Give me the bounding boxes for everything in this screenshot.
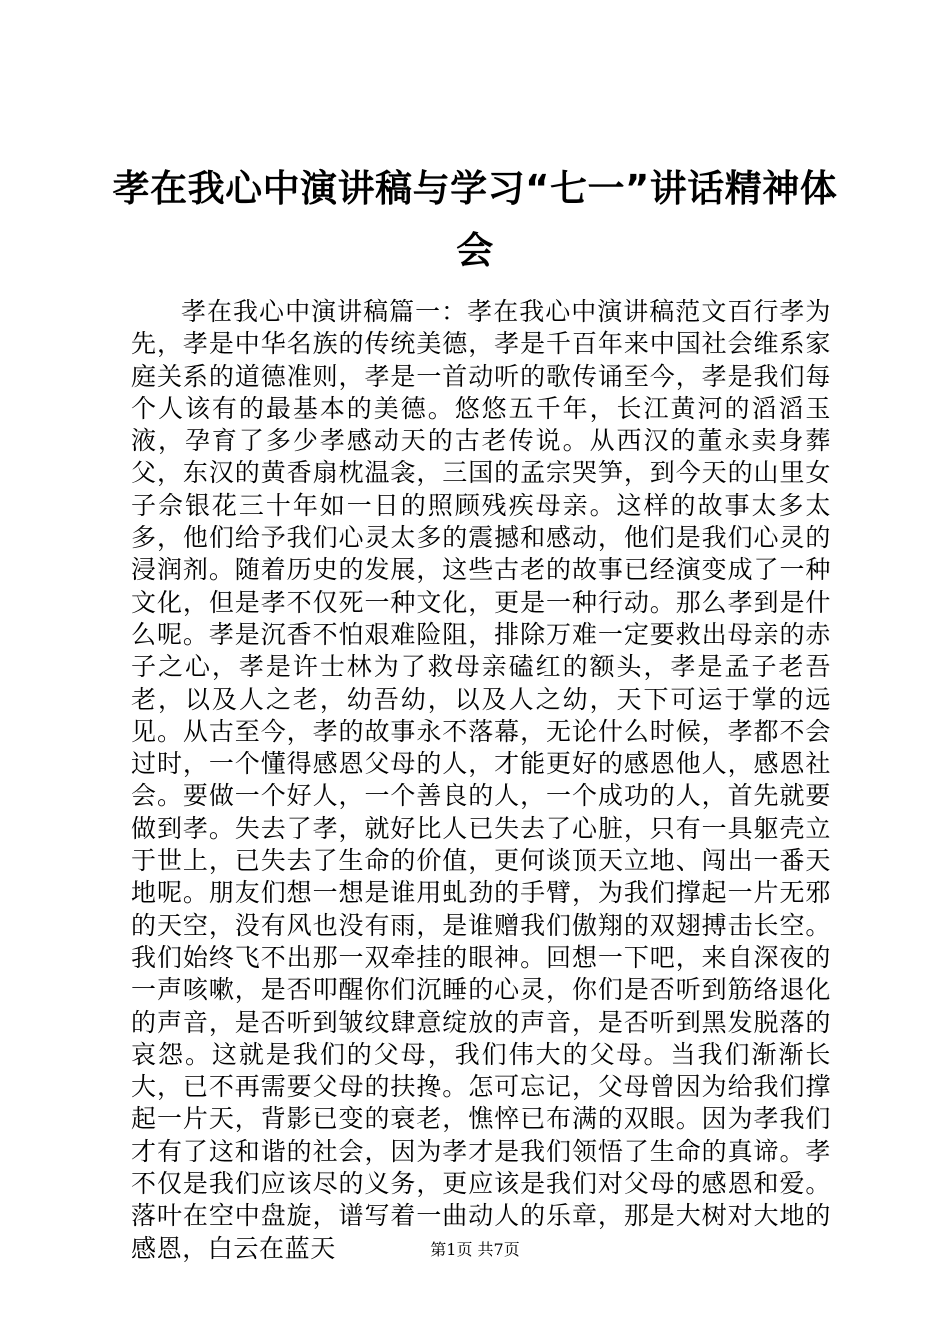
page-number-footer: 第1页 共7页 [430, 1240, 520, 1259]
document-body-text: 孝在我心中演讲稿篇一：孝在我心中演讲稿范文百行孝为先，孝是中华名族的传统美德，孝是千百年来中国社会维系家庭关系的道德准则，孝是一首动听的歌传诵至今，孝是我们每个人该有的最基本的美德。悠悠五千年，长江黄河的滔滔玉液，孕育了多少孝感动天的古老传说。从西汉的董永卖身葬父，东汉的黄香扇枕温衾，三国的孟宗哭笋，到今天的山里女子佘银花三十年如一日的照顾残疾母亲。这样的故事太多太多，他们给予我们心灵太多的震撼和感动，他们是我们心灵的浸润剂。随着历史的发展，这些古老的故事已经演变成了一种文化，但是孝不仅死一种文化，更是一种行动。那么孝到是什么呢。孝是沉香不怕艰难险阻，排除万难一定要救出母亲的赤子之心，孝是许士林为了救母亲磕红的额头，孝是孟子老吾老，以及人之老，幼吾幼，以及人之幼，天下可运于掌的远见。从古至今，孝的故事永不落幕，无论什么时候，孝都不会过时，一个懂得感恩父母的人，才能更好的感恩他人，感恩社会。要做一个好人，一个善良的人，一个成功的人，首先就要做到孝。失去了孝，就好比人已失去了心脏，只有一具躯壳立于世上，已失去了生命的价值，更何谈顶天立地、闯出一番天地呢。朋友们想一想是谁用虬劲的手臂，为我们撑起一片无邪的天空，没有风也没有雨，是谁赠我们傲翔的双翅搏击长空。我们始终飞不出那一双牵挂的眼神。回想一下吧，来自深夜的一声咳嗽，是否叩醒你们沉睡的心灵，你们是否听到筋络退化的声音，是否听到皱纹肆意绽放的声音，是否听到黑发脱落的哀怨。这就是我们的父母，我们伟大的父母。当我们渐渐长大，已不再需要父母的扶搀。怎可忘记，父母曾因为给我们撑起一片天，背影已变的衰老，憔悴已布满的双眼。因为孝我们才有了这和谐的社会，因为孝才是我们领悟了生命的真谛。孝不仅是我们应该尽的义务，更应该是我们对父母的感恩和爱。落叶在空中盘旋，谱写着一曲动人的乐章，那是大树对大地的感恩，白云在蓝天 [131, 297, 831, 1263]
document-title: 孝在我心中演讲稿与学习“七一”讲话精神体会 [112, 167, 838, 272]
